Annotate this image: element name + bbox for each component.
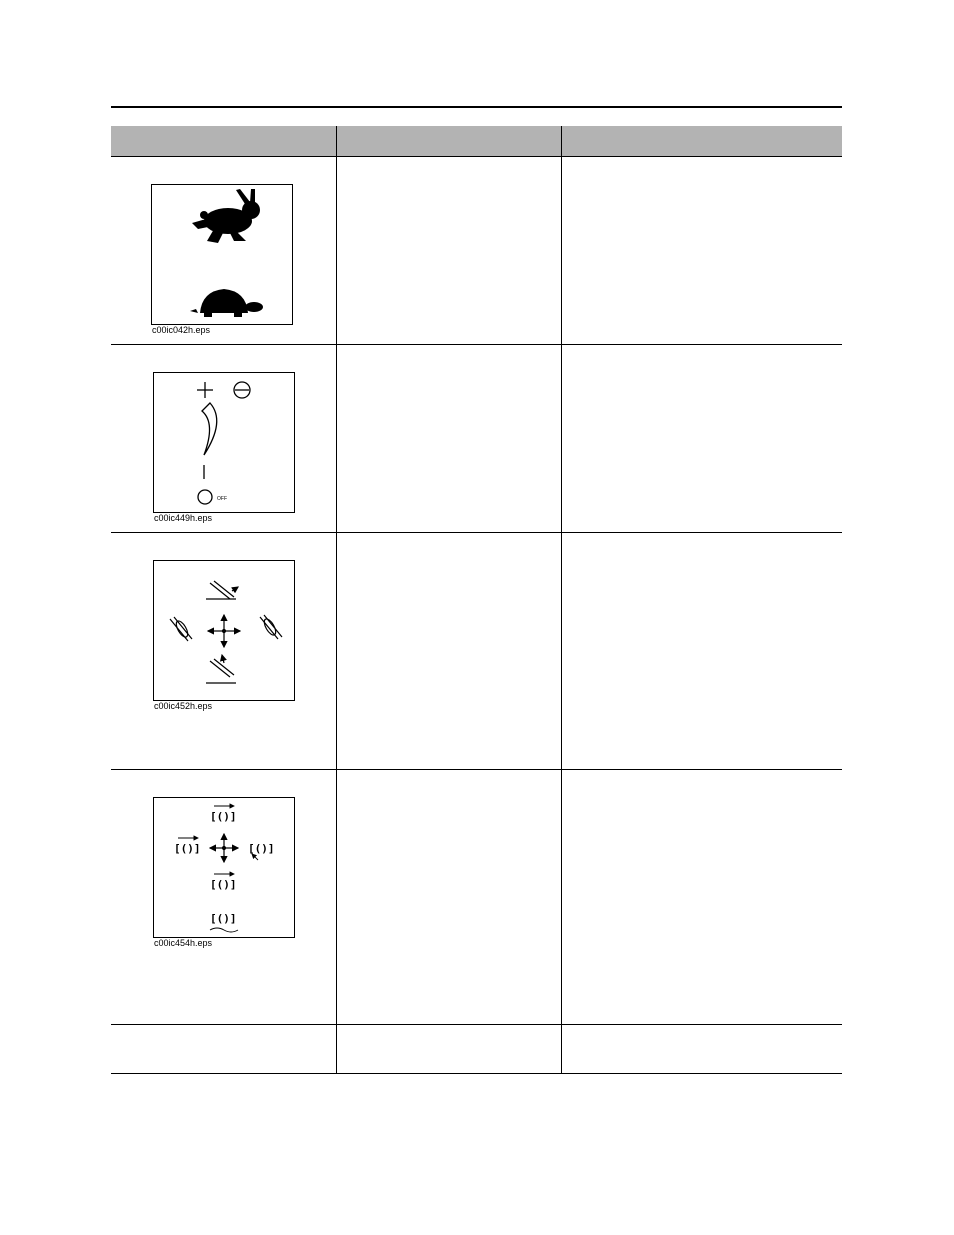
header-cell-3	[561, 126, 842, 157]
figure-caption: c00ic449h.eps	[154, 513, 213, 523]
icon-cell	[111, 345, 336, 533]
description-cell	[336, 157, 561, 345]
description-cell	[336, 345, 561, 533]
table-row	[111, 770, 842, 1025]
svg-text:[()]: [()]	[210, 878, 237, 891]
header-row	[111, 126, 842, 157]
icon-cell	[111, 1025, 336, 1074]
detail-cell	[561, 533, 842, 770]
detail-cell	[561, 345, 842, 533]
header-cell-1	[111, 126, 336, 157]
icon-cell	[111, 770, 336, 1025]
tilt-direction-arrows-icon	[153, 560, 295, 701]
svg-text:[()]: [()]	[210, 912, 237, 925]
detail-cell	[561, 770, 842, 1025]
table-row	[111, 157, 842, 345]
icon-cell	[111, 157, 336, 345]
top-rule	[111, 106, 842, 108]
description-cell	[336, 1025, 561, 1074]
detail-cell	[561, 157, 842, 345]
figure-caption: c00ic452h.eps	[154, 701, 213, 711]
clamp-direction-arrows-icon	[153, 797, 295, 938]
svg-text:OFF: OFF	[217, 496, 227, 502]
svg-text:[()]: [()]	[248, 842, 275, 855]
horn-plus-off-icon	[153, 372, 295, 513]
description-cell	[336, 770, 561, 1025]
table-row	[111, 533, 842, 770]
svg-text:[()]: [()]	[174, 842, 201, 855]
header-cell-2	[336, 126, 561, 157]
svg-text:[()]: [()]	[210, 810, 237, 823]
rabbit-turtle-speed-icon	[151, 184, 293, 325]
table-row	[111, 1025, 842, 1074]
figure-caption: c00ic454h.eps	[154, 938, 213, 948]
controls-table	[111, 126, 842, 1074]
description-cell	[336, 533, 561, 770]
icon-cell	[111, 533, 336, 770]
table-row	[111, 345, 842, 533]
detail-cell	[561, 1025, 842, 1074]
figure-caption: c00ic042h.eps	[152, 325, 211, 335]
